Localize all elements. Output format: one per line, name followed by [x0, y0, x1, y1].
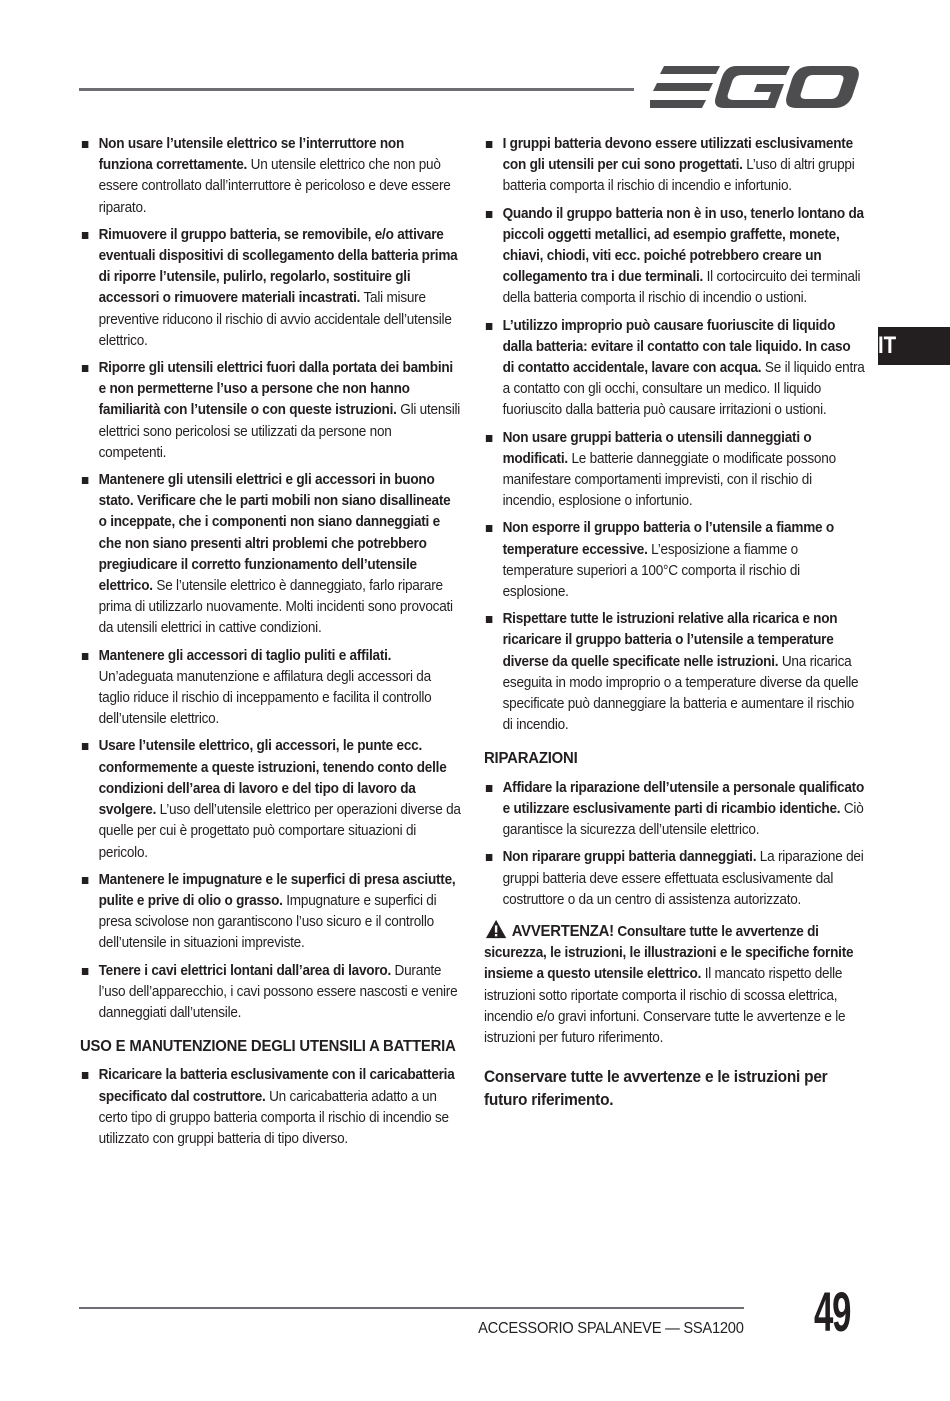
item-bold-text: Tenere i cavi elettrici lontani dall’area di lavoro.	[98, 962, 391, 979]
bullet-icon	[82, 365, 89, 372]
item-bold-text: Mantenere le impugnature e le superfici di presa asciutte, pulite e prive di olio o grasso.	[98, 871, 456, 909]
list-item	[484, 316, 865, 422]
bullet-icon	[486, 435, 493, 442]
bullet-icon	[486, 854, 493, 861]
list-item	[80, 134, 461, 219]
item-bold-text: Non usare gruppi batteria o utensili danneggiati o modificati.	[502, 429, 812, 467]
item-text: L’uso di altri gruppi batteria comporta il rischio di incendio e infortunio.	[502, 157, 855, 195]
warning-text: Il mancato rispetto delle istruzioni sotto riportate comporta il rischio di scossa elettrica, incendio e/o gravi infortuni. Conservare tutte le avvertenze e le istruzioni per futuro riferimento.	[484, 966, 846, 1046]
language-tab	[878, 327, 950, 365]
section-heading: RIPARAZIONI	[484, 750, 578, 768]
item-bold-text: L’utilizzo improprio può causare fuoriuscite di liquido dalla batteria: evitare il contatto con tale liquido. In caso di contatto accidentale, lavare con acqua.	[502, 317, 851, 377]
right-column	[484, 134, 865, 1111]
item-bold-text: Mantenere gli accessori di taglio puliti e affilati.	[98, 647, 392, 664]
bullet-icon	[82, 232, 89, 239]
item-bold-text: I gruppi batteria devono essere utilizzati esclusivamente con gli utensili per cui sono progettati.	[502, 136, 853, 174]
item-text: Se l’utensile elettrico è danneggiato, farlo riparare prima di utilizzarlo nuovamente. Molti incidenti sono provocati da utensili elettrici in cattive condizioni.	[98, 578, 453, 637]
page-number: 49	[814, 1280, 851, 1343]
bullet-icon	[486, 616, 493, 623]
bullet-icon	[486, 525, 493, 532]
list-item	[484, 847, 865, 911]
list-item	[80, 646, 461, 731]
item-text: Una ricarica eseguita in modo improprio o a temperature diverse da quelle specificate può danneggiare la batteria e aumentare il rischio di incendio.	[502, 653, 859, 734]
bullet-icon	[486, 141, 493, 148]
item-text: Un caricabatteria adatto a un certo tipo di gruppo batteria comporta il rischio di incendio se utilizzato con gruppi batteria di tipo diverso.	[98, 1088, 449, 1147]
left-safety-list	[80, 134, 461, 1024]
item-text: Un utensile elettrico che non può essere controllato dall’interruttore è pericoloso e deve essere riparato.	[98, 157, 451, 216]
list-item	[80, 1065, 461, 1150]
list-item	[80, 870, 461, 955]
bullet-icon	[486, 323, 493, 330]
bullet-icon	[82, 968, 89, 975]
item-text: Tali misure preventive riducono il rischio di avvio accidentale dell’utensile elettrico.	[98, 290, 452, 349]
item-bold-text: Usare l’utensile elettrico, gli accessori, le punte ecc. conformemente a queste istruzioni, tenendo conto delle condizioni dell’area di lavoro e del tipo di lavoro da svolgere.	[98, 738, 447, 819]
item-bold-text: Ricaricare la batteria esclusivamente con il caricabatteria specificato dal costruttore.	[98, 1067, 455, 1105]
list-item	[484, 518, 865, 603]
final-note: Conservare tutte le avvertenze e le istruzioni per futuro riferimento.	[484, 1067, 828, 1110]
list-item	[80, 961, 461, 1025]
list-item	[80, 225, 461, 352]
list-item	[484, 428, 865, 513]
bullet-icon	[82, 877, 89, 884]
list-item	[484, 778, 865, 842]
language-tab-label: IT	[878, 332, 897, 359]
item-bold-text: Mantenere gli utensili elettrici e gli accessori in buono stato. Verificare che le parti mobili non siano disallineate o inceppate, che i componenti non siano danneggiati e che non siano presenti altri problemi che potrebbero pregiudicare il corretto funzionamento dell’utensile elettrico.	[98, 472, 451, 595]
bullet-icon	[82, 477, 89, 484]
ego-logo	[650, 64, 862, 112]
footer-rule	[79, 1307, 744, 1309]
item-text: Gli utensili elettrici sono pericolosi se utilizzati da persone non competenti.	[98, 402, 461, 461]
item-bold-text: Rispettare tutte le istruzioni relative alla ricarica e non ricaricare il gruppo batteria o l’utensile a temperature diverse da quelle specificate nelle istruzioni.	[502, 611, 838, 670]
item-text: L’uso dell’utensile elettrico per operazioni diverse da quelle per cui è progettato può comportare situazioni di pericolo.	[98, 802, 461, 861]
item-bold-text: Riporre gli utensili elettrici fuori dalla portata dei bambini e non permetterne l’uso a persone che non hanno familiarità con l’utensile o con queste istruzioni.	[98, 360, 453, 419]
warning-block	[484, 919, 865, 1049]
warning-triangle-icon	[484, 919, 508, 939]
left-column	[80, 134, 461, 1156]
bullet-icon	[486, 211, 493, 218]
list-item	[484, 609, 865, 736]
section-heading: USO E MANUTENZIONE DEGLI UTENSILI A BATTERIA	[80, 1038, 456, 1056]
header-rule	[79, 88, 634, 91]
list-item	[80, 736, 461, 863]
list-item	[80, 470, 461, 640]
item-text: Un’adeguata manutenzione e affilatura degli accessori da taglio riduce il rischio di inceppamento e facilita il controllo dell’utensile elettrico.	[98, 668, 432, 728]
item-bold-text: Affidare la riparazione dell’utensile a personale qualificato e utilizzare esclusivamente parti di ricambio identiche.	[502, 779, 865, 817]
item-text: Le batterie danneggiate o modificate possono manifestare comportamenti imprevisti, con il rischio di incendio, esplosione o infortunio.	[502, 450, 836, 510]
item-bold-text: Non riparare gruppi batteria danneggiati.	[502, 849, 757, 866]
item-bold-text: Non esporre il gruppo batteria o l’utensile a fiamme o temperature eccessive.	[502, 520, 834, 558]
repairs-list	[484, 778, 865, 911]
item-text: Durante l’uso dell’apparecchio, i cavi possono essere nascosti e venire danneggiati dall’utensile.	[98, 962, 458, 1021]
bullet-icon	[82, 653, 89, 660]
list-item	[484, 134, 865, 198]
right-safety-list	[484, 134, 865, 736]
item-bold-text: Non usare l’utensile elettrico se l’interruttore non funziona correttamente.	[98, 136, 405, 174]
item-text: Ciò garantisce la sicurezza dell’utensile elettrico.	[502, 800, 864, 839]
warning-label: AVVERTENZA!	[511, 922, 614, 940]
warning-bold-text: Consultare tutte le avvertenze di sicurezza, le istruzioni, le illustrazioni e le specifiche fornite insieme a questo utensile elettrico.	[484, 923, 854, 983]
item-text: La riparazione dei gruppi batteria deve essere effettuata esclusivamente dal costruttore o da un centro di assistenza autorizzato.	[502, 849, 864, 908]
item-text: Impugnature e superfici di presa scivolose non garantiscono l’uso sicuro e il controllo dell’utensile in situazioni impreviste.	[98, 892, 437, 952]
item-bold-text: Quando il gruppo batteria non è in uso, tenerlo lontano da piccoli oggetti metallici, ad esempio graffette, monete, chiavi, chiodi, viti ecc. poiché potrebbero creare un collegamento tra i due terminali.	[502, 205, 864, 286]
item-text: Se il liquido entra a contatto con gli occhi, consultare un medico. Il liquido fuoriuscito dalla batteria può causare irritazioni o ustioni.	[502, 360, 865, 419]
bullet-icon	[82, 141, 89, 148]
item-text: Il cortocircuito dei terminali della batteria comporta il rischio di incendio o ustioni.	[502, 269, 861, 307]
battery-use-list	[80, 1065, 461, 1150]
bullet-icon	[82, 743, 89, 750]
item-bold-text: Rimuovere il gruppo batteria, se removibile, e/o attivare eventuali dispositivi di scollegamento della batteria prima di riporre l’utensile, pulirlo, regolarlo, sostituire gli accessori o rimuovere materiali incastrati.	[98, 226, 458, 307]
bullet-icon	[82, 1072, 89, 1079]
footer-product-name: ACCESSORIO SPALANEVE — SSA1200	[478, 1320, 744, 1337]
item-text: L’esposizione a fiamme o temperature superiori a 100°C comporta il rischio di esplosione.	[502, 541, 800, 601]
list-item	[484, 204, 865, 310]
list-item	[80, 358, 461, 464]
bullet-icon	[486, 785, 493, 792]
